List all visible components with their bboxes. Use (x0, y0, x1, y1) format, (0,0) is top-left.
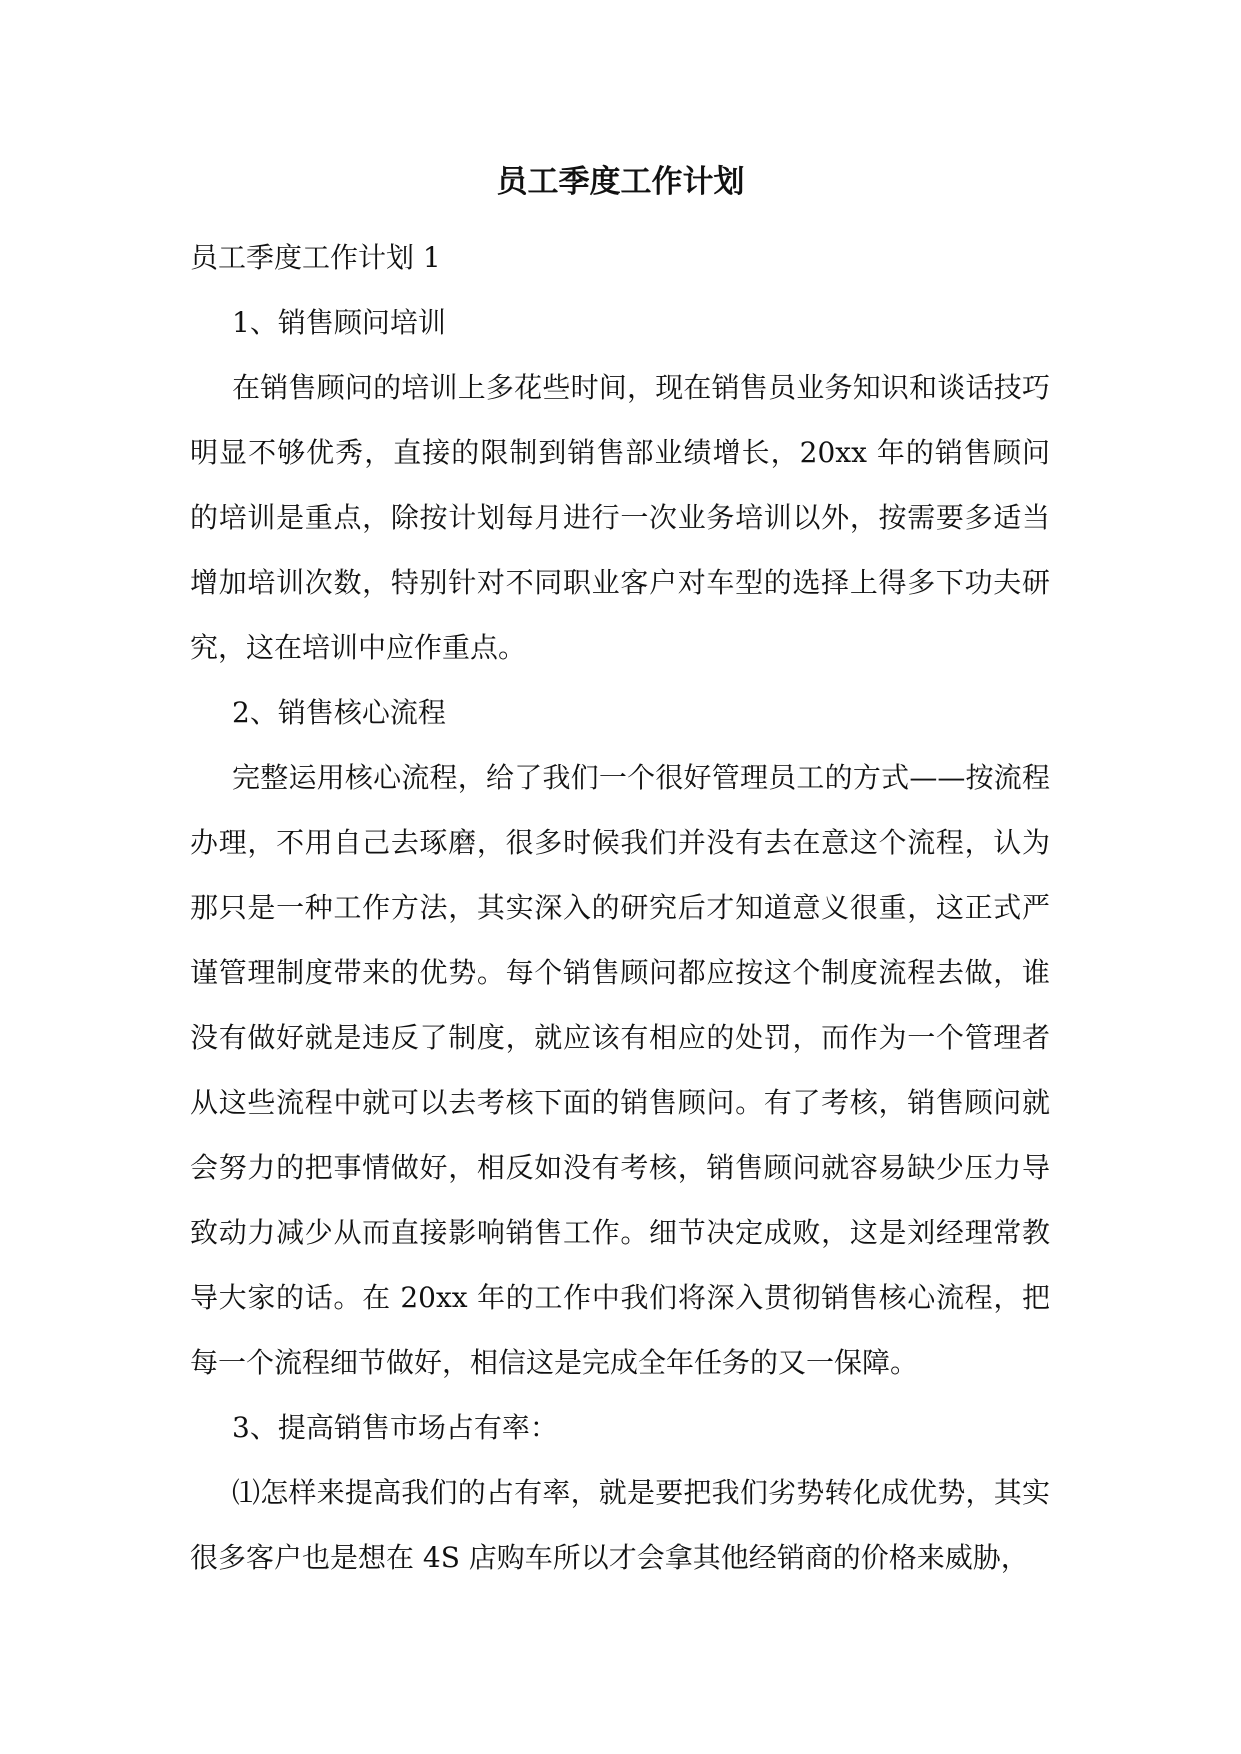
section-title: 员工季度工作计划 1 (190, 241, 441, 274)
section-heading-market-share: 3、提高销售市场占有率： (232, 1411, 558, 1444)
document-body (190, 225, 1050, 1590)
paragraph-core-process: 完整运用核心流程，给了我们一个很好管理员工的方式——按流程办理，不用自己去琢磨，很多时候我们并没有去在意这个流程，认为那只是一种工作方法，其实深入的研究后才知道意义很重，这正式严谨管理制度带来的优势。每个销售顾问都应按这个制度流程去做，谁没有做好就是违反了制度，就应该有相应的处罚，而作为一个管理者从这些流程中就可以去考核下面的销售顾问。有了考核，销售顾问就会努力的把事情做好，相反如没有考核，销售顾问就容易缺少压力导致动力减少从而直接影响销售工作。细节决定成败，这是刘经理常教导大家的话。在 20xx 年的工作中我们将深入贯彻销售核心流程，把每一个流程细节做好，相信这是完成全年任务的又一保障。 (190, 761, 1050, 1379)
section-heading-core-process: 2、销售核心流程 (232, 696, 446, 729)
paragraph-sales-training: 在销售顾问的培训上多花些时间，现在销售员业务知识和谈话技巧明显不够优秀，直接的限制到销售部业绩增长，20xx 年的销售顾问的培训是重点，除按计划每月进行一次业务培训以外，按需要多适当增加培训次数，特别针对不同职业客户对车型的选择上得多下功夫研究，这在培训中应作重点。 (190, 371, 1050, 664)
section-heading-sales-training: 1、销售顾问培训 (232, 306, 446, 339)
paragraph-market-share: ⑴怎样来提高我们的占有率，就是要把我们劣势转化成优势，其实很多客户也是想在 4S 店购车所以才会拿其他经销商的价格来威胁， (190, 1476, 1050, 1574)
document-title: 员工季度工作计划 (496, 164, 745, 200)
